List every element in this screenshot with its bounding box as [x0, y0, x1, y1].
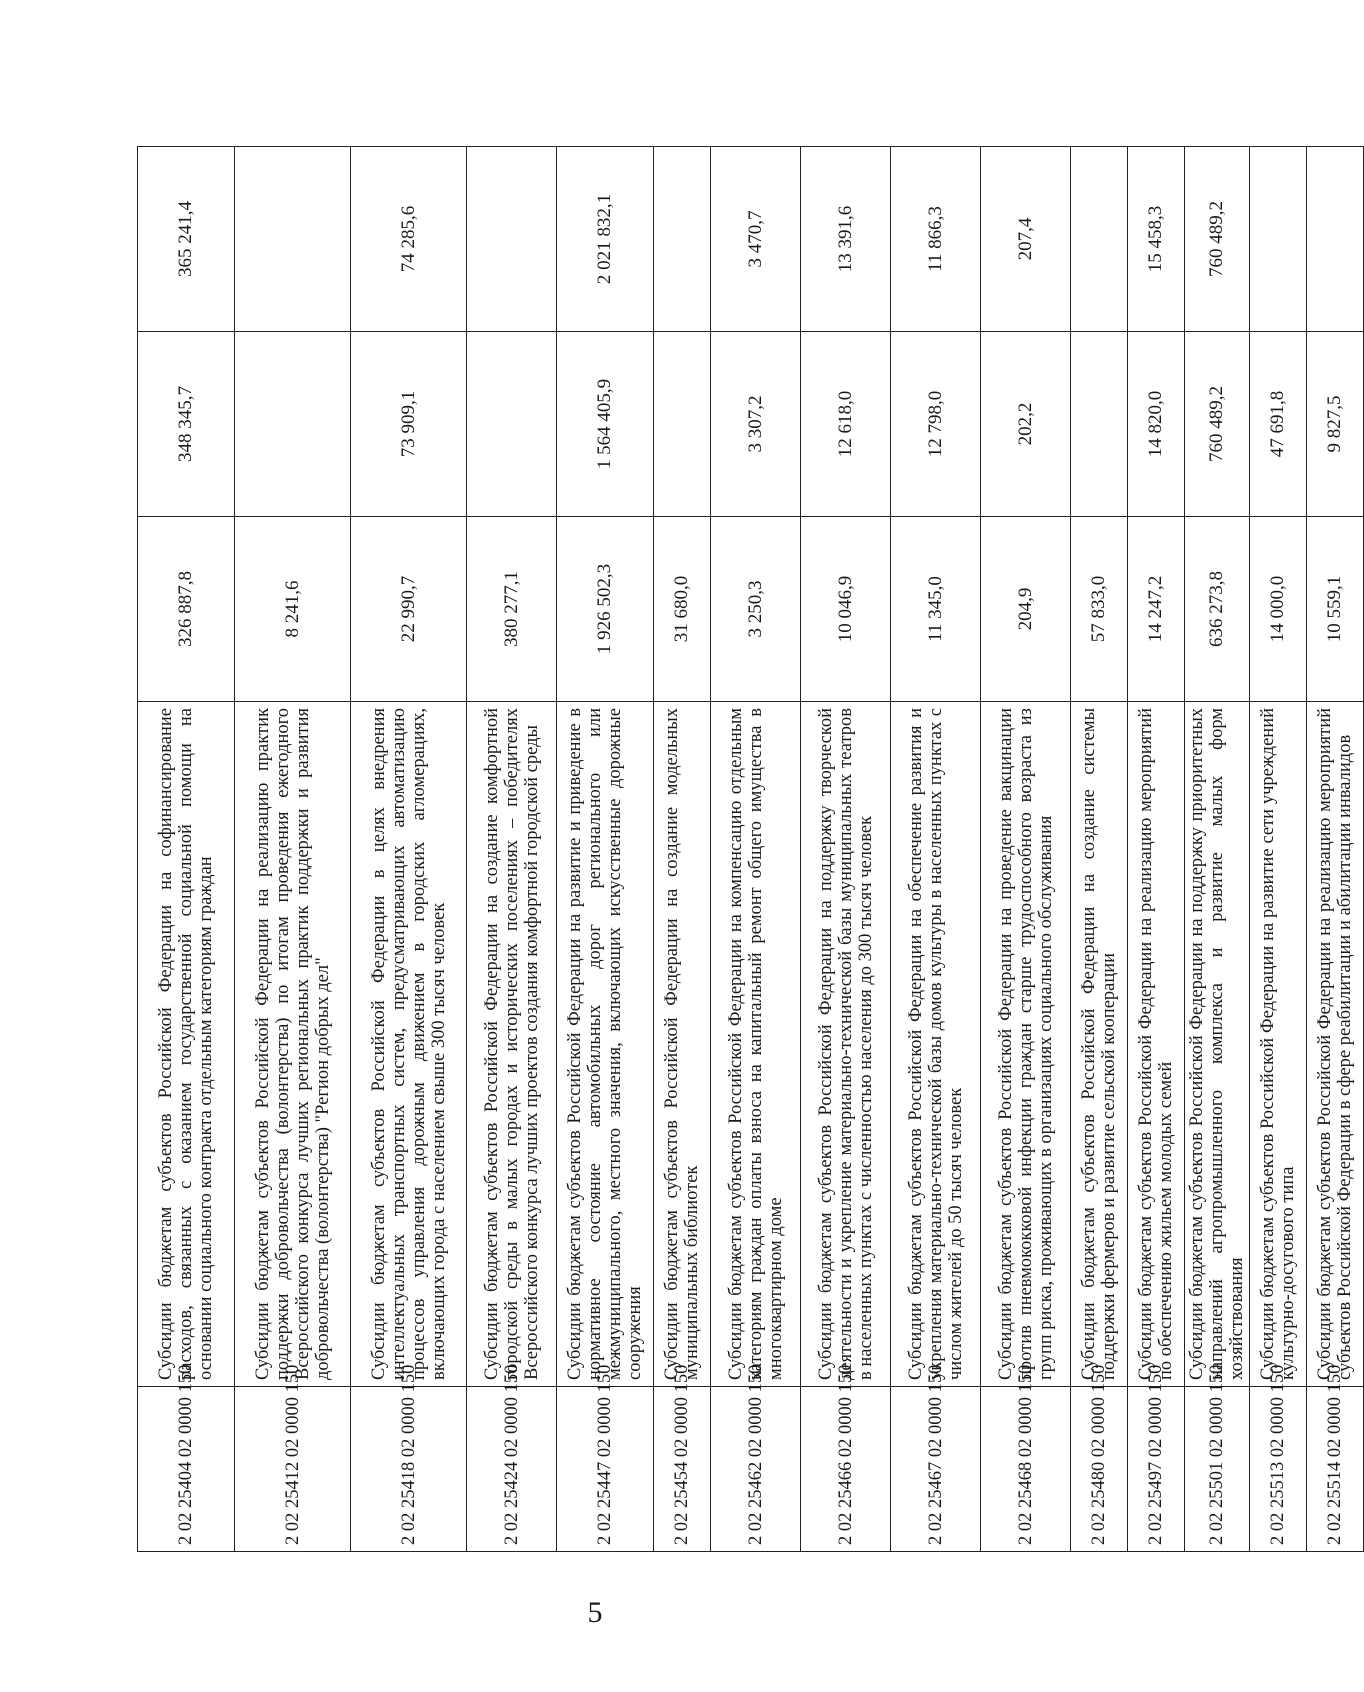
row-value-3: 3 470,7 [711, 147, 801, 332]
row-value-1: 57 833,0 [1071, 517, 1128, 702]
row-value-3: 11 866,3 [891, 147, 981, 332]
row-description: Субсидии бюджетам субъектов Российской Федерации на реализацию мероприятий по обеспечению жильем молодых семей [1128, 702, 1185, 1387]
row-value-2: 202,2 [981, 332, 1071, 517]
row-value-3 [235, 147, 351, 332]
row-description: Субсидии бюджетам субъектов Российской Федерации на создание системы поддержки фермеров и развитие сельской кооперации [1071, 702, 1128, 1387]
row-value-3: 13 391,6 [801, 147, 891, 332]
row-code: 2 02 25501 02 0000 150 [1185, 1387, 1250, 1552]
row-description: Субсидии бюджетам субъектов Российской Федерации на реализацию мероприятий субъектов Российской Федерации в сфере реабилитации и абилитации инвалидов [1307, 702, 1364, 1387]
row-value-3 [1250, 147, 1307, 332]
row-description: Субсидии бюджетам субъектов Российской Федерации на обеспечение развития и укрепления материально-технической базы домов культуры в населенных пунктах с числом жителей до 50 тысяч человек [891, 702, 981, 1387]
row-value-2 [654, 332, 711, 517]
row-value-2: 12 618,0 [801, 332, 891, 517]
row-code: 2 02 25462 02 0000 150 [711, 1387, 801, 1552]
table-row [981, 147, 1071, 1552]
row-value-2: 9 827,5 [1307, 332, 1364, 517]
row-value-2: 12 798,0 [891, 332, 981, 517]
row-value-3: 207,4 [981, 147, 1071, 332]
row-value-1: 31 680,0 [654, 517, 711, 702]
table-row [351, 147, 467, 1552]
row-value-3: 15 458,3 [1128, 147, 1185, 332]
table-row [1307, 147, 1364, 1552]
row-description: Субсидии бюджетам субъектов Российской Федерации в целях внедрения интеллектуальных транспортных систем, предусматривающих автоматизацию процессов управления дорожным движением в городских агломерациях, включающих города с населением свыше 300 тысяч человек [351, 702, 467, 1387]
budget-table [137, 146, 1364, 1552]
row-value-1: 326 887,8 [138, 517, 235, 702]
budget-table-body [138, 147, 1364, 1552]
page-number: 5 [587, 1596, 603, 1629]
row-value-3: 760 489,2 [1185, 147, 1250, 332]
row-value-1: 3 250,3 [711, 517, 801, 702]
row-value-3: 74 285,6 [351, 147, 467, 332]
row-code: 2 02 25447 02 0000 150 [557, 1387, 654, 1552]
row-value-1: 14 000,0 [1250, 517, 1307, 702]
table-row [1128, 147, 1185, 1552]
row-value-2: 14 820,0 [1128, 332, 1185, 517]
row-value-2: 760 489,2 [1185, 332, 1250, 517]
table-row [891, 147, 981, 1552]
row-value-2 [1071, 332, 1128, 517]
row-value-2: 3 307,2 [711, 332, 801, 517]
row-value-3 [467, 147, 557, 332]
row-code: 2 02 25466 02 0000 150 [801, 1387, 891, 1552]
row-description: Субсидии бюджетам субъектов Российской Федерации на компенсацию отдельным категориям граждан оплаты взноса на капитальный ремонт общего имущества в многоквартирном доме [711, 702, 801, 1387]
row-value-1: 11 345,0 [891, 517, 981, 702]
row-value-2: 1 564 405,9 [557, 332, 654, 517]
row-description: Субсидии бюджетам субъектов Российской Федерации на развитие сети учреждений культурно-досугового типа [1250, 702, 1307, 1387]
row-value-1: 22 990,7 [351, 517, 467, 702]
table-row [235, 147, 351, 1552]
row-description: Субсидии бюджетам субъектов Российской Федерации на поддержку приоритетных направлений агропромышленного комплекса и развитие малых форм хозяйствования [1185, 702, 1250, 1387]
rotated-table-container [137, 147, 1355, 1552]
row-code: 2 02 25513 02 0000 150 [1250, 1387, 1307, 1552]
row-code: 2 02 25514 02 0000 150 [1307, 1387, 1364, 1552]
row-value-3 [654, 147, 711, 332]
row-value-3 [1071, 147, 1128, 332]
table-row [711, 147, 801, 1552]
table-row [467, 147, 557, 1552]
row-description: Субсидии бюджетам субъектов Российской Федерации на реализацию практик поддержки добровольчества (волонтерства) по итогам проведения ежегодного Всероссийского конкурса лучших региональных практик поддержки и развития добровольчества (волонтерства) "Регион добрых дел" [235, 702, 351, 1387]
row-value-3: 2 021 832,1 [557, 147, 654, 332]
row-value-3: 365 241,4 [138, 147, 235, 332]
row-value-3 [1307, 147, 1364, 332]
row-value-1: 10 046,9 [801, 517, 891, 702]
row-value-1: 10 559,1 [1307, 517, 1364, 702]
table-row [1071, 147, 1128, 1552]
row-code: 2 02 25467 02 0000 150 [891, 1387, 981, 1552]
table-row [138, 147, 235, 1552]
table-row [1250, 147, 1307, 1552]
row-description: Субсидии бюджетам субъектов Российской Федерации на создание комфортной городской среды в малых городах и исторических поселениях – победителях Всероссийского конкурса лучших проектов создания комфортной городской среды [467, 702, 557, 1387]
row-code: 2 02 25468 02 0000 150 [981, 1387, 1071, 1552]
row-code: 2 02 25480 02 0000 150 [1071, 1387, 1128, 1552]
row-description: Субсидии бюджетам субъектов Российской Федерации на поддержку творческой деятельности и укрепление материально-технической базы муниципальных театров в населенных пунктах с численностью населения до 300 тысяч человек [801, 702, 891, 1387]
row-value-1: 8 241,6 [235, 517, 351, 702]
row-description: Субсидии бюджетам субъектов Российской Федерации на развитие и приведение в нормативное состояние автомобильных дорог регионального или межмуниципального, местного значения, включающих искусственные дорожные сооружения [557, 702, 654, 1387]
row-value-2: 73 909,1 [351, 332, 467, 517]
row-description: Субсидии бюджетам субъектов Российской Федерации на проведение вакцинации против пневмококковой инфекции граждан старше трудоспособного возраста из групп риска, проживающих в организациях социального обслуживания [981, 702, 1071, 1387]
row-value-1: 380 277,1 [467, 517, 557, 702]
table-row [801, 147, 891, 1552]
row-code: 2 02 25412 02 0000 150 [235, 1387, 351, 1552]
row-value-2 [467, 332, 557, 517]
row-code: 2 02 25454 02 0000 150 [654, 1387, 711, 1552]
row-code: 2 02 25418 02 0000 150 [351, 1387, 467, 1552]
table-row [1185, 147, 1250, 1552]
row-value-1: 204,9 [981, 517, 1071, 702]
row-code: 2 02 25424 02 0000 150 [467, 1387, 557, 1552]
row-description: Субсидии бюджетам субъектов Российской Федерации на создание модельных муниципальных библиотек [654, 702, 711, 1387]
row-value-1: 1 926 502,3 [557, 517, 654, 702]
row-description: Субсидии бюджетам субъектов Российской Федерации на софинансирование расходов, связанных с оказанием государственной социальной помощи на основании социального контракта отдельным категориям граждан [138, 702, 235, 1387]
row-value-2 [235, 332, 351, 517]
row-value-2: 348 345,7 [138, 332, 235, 517]
table-row [654, 147, 711, 1552]
table-row [557, 147, 654, 1552]
row-code: 2 02 25497 02 0000 150 [1128, 1387, 1185, 1552]
row-code: 2 02 25404 02 0000 150 [138, 1387, 235, 1552]
row-value-1: 636 273,8 [1185, 517, 1250, 702]
row-value-1: 14 247,2 [1128, 517, 1185, 702]
row-value-2: 47 691,8 [1250, 332, 1307, 517]
